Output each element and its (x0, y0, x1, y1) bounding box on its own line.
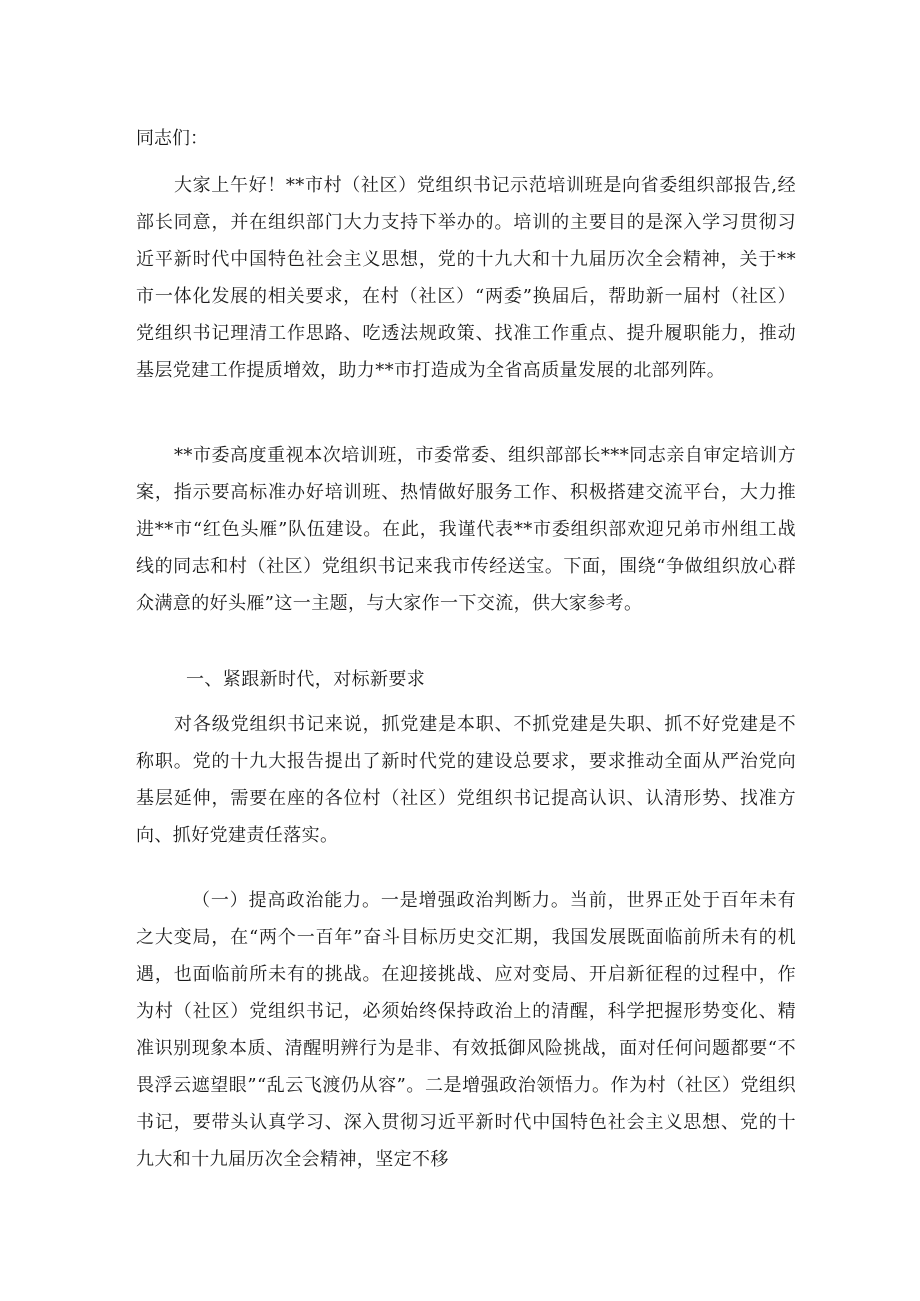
paragraph-welcome: **市委高度重视本次培训班，市委常委、组织部部长***同志亲自审定培训方案，指示要高标准办好培训班、热情做好服务工作、积极搭建交流平台，大力推进**市“红色头雁”队伍建设。在此，我谨代表**市委组织部欢迎兄弟市州组工战线的同志和村（社区）党组织书记来我市传经送宝。下面，围绕“争做组织放心群众满意的好头雁”这一主题，与大家作一下交流，供大家参考。 (136, 445, 796, 614)
salutation: 同志们： (136, 128, 208, 149)
paragraph-political-ability: （一）提高政治能力。一是增强政治判断力。当前，世界正处于百年未有之大变局，在“两个一百年”奋斗目标历史交汇期，我国发展既面临前所未有的机遇，也面临前所未有的挑战。在迎接挑战、应对变局、开启新征程的过程中，作为村（社区）党组织书记，必须始终保持政治上的清醒，科学把握形势变化、精准识别现象本质、清醒明辨行为是非、有效抵御风险挑战，面对任何问题都要“不畏浮云遮望眼”“乱云飞渡仍从容”。二是增强政治领悟力。作为村（社区）党组织书记，要带头认真学习、深入贯彻习近平新时代中国特色社会主义思想、党的十九大和十九届历次全会精神，坚定不移 (136, 890, 796, 1170)
section-heading: 一、紧跟新时代，对标新要求 (186, 669, 426, 690)
paragraph-opening: 大家上午好！**市村（社区）党组织书记示范培训班是向省委组织部报告,经部长同意，并在组织部门大力支持下举办的。培训的主要目的是深入学习贯彻习近平新时代中国特色社会主义思想，党的十九大和十九届历次全会精神，关于**市一体化发展的相关要求，在村（社区）“两委”换届后，帮助新一届村（社区）党组织书记理清工作思路、吃透法规政策、找准工作重点、提升履职能力，推动基层党建工作提质增效，助力**市打造成为全省高质量发展的北部列阵。 (136, 175, 796, 381)
paragraph-party-building: 对各级党组织书记来说，抓党建是本职、不抓党建是失职、抓不好党建是不称职。党的十九大报告提出了新时代党的建设总要求，要求推动全面从严治党向基层延伸，需要在座的各位村（社区）党组织书记提高认识、认清形势、找准方向、抓好党建责任落实。 (136, 714, 796, 846)
